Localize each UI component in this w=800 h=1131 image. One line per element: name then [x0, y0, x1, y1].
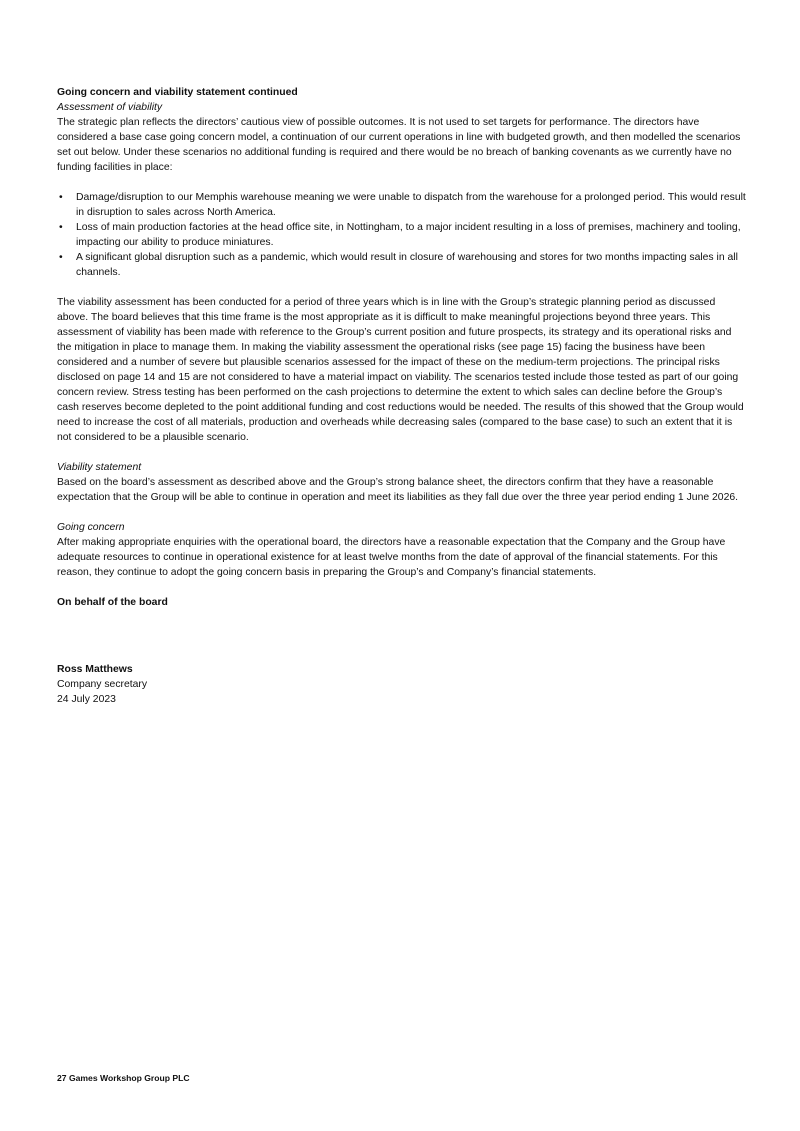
list-item-text: A significant global disruption such as a pandemic, which would result in closure of warehousing and stores for two months impacting sales in all channels. — [76, 252, 738, 278]
going-concern-heading: Going concern — [57, 522, 125, 533]
spacer — [57, 445, 747, 460]
spacer — [57, 280, 747, 295]
list-item-text: Loss of main production factories at the head office site, in Nottingham, to a major incident resulting in a loss of premises, machinery and tooling, impacting our ability to produce miniatures. — [76, 222, 741, 248]
bullet-icon: • — [59, 222, 63, 233]
going-concern-paragraph: After making appropriate enquiries with the operational board, the directors have a reasonable expectation that the Company and the Group have adequate resources to continue in operational existence for at least twelve months from the date of approval of the financial statements. For this reason, they continue to adopt the going concern basis in preparing the Group’s and Company’s financial statements. — [57, 537, 726, 578]
signature-date: 24 July 2023 — [57, 694, 116, 705]
signatory-name: Ross Matthews — [57, 664, 133, 675]
list-item — [57, 220, 747, 250]
signatory-role: Company secretary — [57, 679, 148, 690]
document-body — [57, 85, 747, 707]
section-title: Going concern and viability statement continued — [57, 87, 298, 98]
viability-statement-heading: Viability statement — [57, 462, 142, 473]
bullet-icon: • — [59, 192, 63, 203]
signature-space — [57, 610, 747, 662]
scenario-list — [57, 190, 747, 280]
list-item-text: Damage/disruption to our Memphis warehouse meaning we were unable to dispatch from the warehouse for a prolonged period. This would result in disruption to sales across North America. — [76, 192, 746, 218]
spacer — [57, 580, 747, 595]
viability-statement-paragraph: Based on the board’s assessment as described above and the Group’s strong balance sheet, the directors confirm that they have a reasonable expectation that the Group will be able to continue in operation and meet its liabilities as they fall due over the three year period ending 1 June 2026. — [57, 477, 739, 503]
bullet-icon: • — [59, 252, 63, 263]
list-item — [57, 250, 747, 280]
list-item — [57, 190, 747, 220]
viability-assessment-paragraph: The viability assessment has been conducted for a period of three years which is in line with the Group’s strategic planning period as discussed above. The board believes that this time frame is the most appropriate as it is difficult to make meaningful projections beyond three years. This assessment of viability has been made with reference to the Group’s current position and future prospects, its strategy and its operational risks and the mitigation in place to manage them. In making the viability assessment the operational risks (see page 15) facing the business have been considered and a number of severe but plausible scenarios assessed for the impact of these on the medium-term projections. The principal risks disclosed on page 14 and 15 are not considered to have a material impact on viability. The scenarios tested include those tested as part of our going concern review. Stress testing has been performed on the cash projections to determine the extent to which sales can decline before the Group’s cash reserves become depleted to the point additional funding and cost reductions would be needed. The results of this showed that the Group would need to increase the cost of all materials, production and overheads while decreasing sales (compared to the base case) to such an extent that it is not considered to be a plausible scenario. — [57, 297, 744, 443]
assessment-heading: Assessment of viability — [57, 102, 163, 113]
on-behalf-label: On behalf of the board — [57, 597, 168, 608]
spacer — [57, 505, 747, 520]
intro-paragraph: The strategic plan reflects the directors’ cautious view of possible outcomes. It is not used to set targets for performance. The directors have considered a base case going concern model, a continuation of our current operations in line with budgeted growth, and then modelled the scenarios set out below. Under these scenarios no additional funding is required and there would be no breach of banking covenants as we currently have no funding facilities in place: — [57, 117, 741, 173]
spacer — [57, 175, 747, 190]
page-footer: 27 Games Workshop Group PLC — [57, 1073, 190, 1083]
